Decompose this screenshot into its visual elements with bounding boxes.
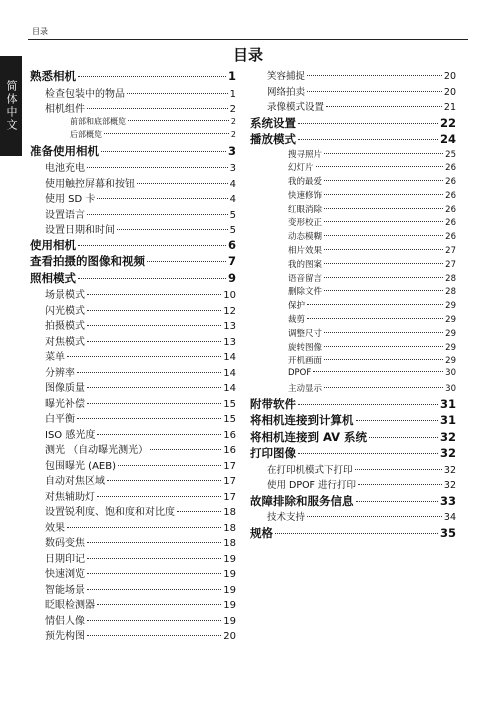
toc-entry-page: 18 [223,522,236,534]
toc-entry[interactable] [30,190,236,206]
toc-entry-page: 6 [227,237,236,252]
dot-leader [324,208,443,209]
toc-entry-title: 裁剪 [288,315,306,326]
dot-leader [78,278,226,279]
toc-entry[interactable] [30,565,236,581]
dot-leader [97,434,221,435]
toc-entry-page: 22 [439,115,456,130]
dot-leader [369,437,438,438]
toc-entry-page: 19 [223,615,236,627]
toc-entry-title: 语音留言 [288,273,323,284]
dot-leader [150,449,221,450]
toc-entry[interactable] [250,175,456,189]
toc-entry-title: 场景模式 [45,290,85,301]
dot-leader [87,387,221,388]
toc-entry-page: 3 [227,143,236,158]
toc-entry-title: 在打印机模式下打印 [267,464,353,476]
toc-entry[interactable] [30,348,236,364]
dot-leader [324,263,443,264]
dot-leader [324,290,443,291]
toc-entry-title: 技术支持 [267,512,306,524]
toc-entry[interactable] [250,216,456,230]
toc-entry-title: 网络拍卖 [267,86,306,98]
dot-leader [87,542,221,543]
toc-entry-page: 29 [445,301,456,312]
toc-entry-title: 自动对焦区域 [45,476,105,487]
toc-entry-title: 包围曝光 (AEB) [45,460,117,472]
dot-leader [177,511,221,512]
toc-entry[interactable] [30,503,236,519]
toc-chapter-entry[interactable] [30,237,236,254]
toc-entry-title: 打印图像 [250,446,296,461]
dot-leader [77,418,221,419]
toc-entry-page: 16 [223,429,236,441]
toc-entry-title: 规格 [250,525,273,540]
toc-entry-page: 9 [227,270,236,285]
toc-entry[interactable] [250,84,456,100]
language-tab: 简体中文 [0,56,22,156]
toc-entry-title: 我的图案 [288,259,323,270]
toc-entry-page: 10 [223,290,236,301]
toc-chapter-entry[interactable] [30,68,236,85]
toc-entry[interactable] [30,206,236,222]
toc-entry-page: 15 [223,398,236,410]
toc-entry[interactable] [30,159,236,175]
dot-leader [87,325,221,326]
dot-leader [118,465,221,466]
toc-entry[interactable] [250,230,456,244]
toc-entry-title: 情侣人像 [45,615,85,627]
toc-entry[interactable] [30,175,236,191]
toc-entry-title: 检查包装中的物品 [45,88,125,100]
toc-entry-page: 26 [445,177,456,188]
dot-leader [87,341,221,342]
toc-entry[interactable] [250,244,456,258]
toc-entry-title: 后部概览 [70,130,102,139]
toc-entry-title: 使用 SD 卡 [45,194,96,205]
dot-leader [313,371,443,372]
dot-leader [324,359,443,360]
dot-leader [355,469,442,470]
toc-entry[interactable] [30,488,236,504]
toc-entry[interactable] [30,534,236,550]
toc-entry-page: 20 [223,631,236,642]
toc-entry-page: 7 [227,254,236,268]
toc-entry-page: 13 [223,321,236,332]
toc-entry-page: 30 [445,384,456,395]
toc-entry-page: 14 [223,352,236,363]
toc-entry-page: 26 [445,190,456,201]
toc-entry-title: DPOF [288,368,312,379]
dot-leader [324,346,443,347]
toc-entry-title: 使用相机 [30,237,76,252]
toc-entry-page: 14 [223,367,236,379]
toc-entry-title: 附带软件 [250,396,296,411]
dot-leader [324,194,443,195]
toc-entry-page: 19 [223,600,236,611]
toc-entry[interactable] [30,612,236,628]
toc-chapter-entry[interactable] [250,412,456,429]
toc-entry-page: 32 [443,480,456,492]
toc-entry-page: 26 [445,204,456,215]
dot-leader [78,245,226,246]
toc-entry-title: 搜寻照片 [288,149,323,160]
dot-leader [307,75,442,76]
toc-entry-page: 30 [445,368,456,379]
toc-entry[interactable] [30,317,236,333]
toc-entry-title: 相片效果 [288,246,323,257]
toc-entry-page: 28 [445,287,456,298]
toc-entry[interactable] [250,189,456,203]
toc-entry-page: 32 [439,429,456,444]
dot-leader [324,387,443,388]
toc-entry[interactable] [30,116,236,130]
toc-entry[interactable] [30,472,236,488]
toc-entry[interactable] [250,341,456,355]
dot-leader [326,106,442,107]
toc-entry[interactable] [30,581,236,597]
toc-entry-title: 使用触控屏幕和按钮 [45,178,135,190]
toc-entry-title: 分辨率 [45,367,75,379]
dot-leader [117,229,228,230]
toc-entry-page: 26 [445,163,456,174]
toc-entry-page: 2 [230,116,236,126]
toc-entry-page: 4 [229,194,236,205]
toc-entry-page: 21 [443,102,456,113]
toc-entry-page: 14 [223,383,236,394]
toc-right-column [250,68,456,541]
toc-entry-title: 拍摄模式 [45,321,85,332]
toc-entry-page: 32 [439,446,456,461]
toc-entry[interactable] [30,550,236,566]
toc-entry-page: 31 [439,413,456,428]
running-header: 目录 [32,27,48,36]
toc-entry-page: 26 [445,218,456,229]
dot-leader [324,277,443,278]
dot-leader [356,420,438,421]
toc-entry-title: 测光 （自动曝光测光） [45,445,149,456]
dot-leader [324,332,443,333]
toc-entry-title: 设置日期和时间 [45,225,115,236]
toc-entry[interactable] [30,85,236,101]
dot-leader [324,153,443,154]
toc-entry-title: 日期印记 [45,553,85,565]
toc-entry-title: 效果 [45,522,65,534]
toc-entry-title: 对焦模式 [45,336,85,348]
toc-entry-title: 播放模式 [250,132,296,146]
dot-leader [87,620,221,621]
dot-leader [298,123,438,124]
toc-entry[interactable] [250,354,456,368]
dot-leader [137,183,228,184]
toc-entry-page: 2 [229,104,236,115]
toc-entry-title: 使用 DPOF 进行打印 [267,480,357,492]
dot-leader [87,558,221,559]
dot-leader [104,133,229,134]
toc-entry[interactable] [250,509,456,525]
toc-entry-title: 电池充电 [45,163,85,174]
toc-entry[interactable] [30,333,236,349]
dot-leader [87,310,221,311]
toc-entry[interactable] [250,148,456,162]
toc-entry-page: 34 [443,512,456,524]
toc-entry-title: 图像质量 [45,383,85,394]
toc-entry-page: 29 [445,315,456,326]
toc-entry[interactable] [250,161,456,175]
dot-leader [298,404,438,405]
toc-entry-page: 17 [223,460,236,472]
toc-chapter-entry[interactable] [30,270,236,287]
dot-leader [97,496,221,497]
toc-entry-title: 数码变焦 [45,538,85,549]
toc-entry[interactable] [250,477,456,493]
toc-entry-page: 27 [445,259,456,270]
toc-entry-page: 24 [439,132,456,146]
dot-leader [307,318,443,319]
toc-entry-page: 27 [445,246,456,257]
toc-entry[interactable] [250,299,456,313]
toc-entry-title: 开机画面 [288,356,323,367]
toc-entry[interactable] [30,221,236,237]
toc-entry[interactable] [30,364,236,380]
toc-entry-title: ISO 感光度 [45,429,96,441]
toc-entry-title: 删除文件 [288,287,323,298]
toc-entry-page: 18 [223,538,236,549]
toc-entry[interactable] [250,258,456,272]
toc-entry-page: 29 [445,342,456,353]
header-divider [28,39,468,40]
dot-leader [298,453,438,454]
toc-entry-title: 系统设置 [250,115,296,130]
dot-leader [87,403,221,404]
toc-chapter-entry[interactable] [250,131,456,148]
toc-entry-title: 设置锐利度、饱和度和对比度 [45,507,175,518]
toc-entry-title: 幻灯片 [288,163,314,174]
dot-leader [87,167,228,168]
toc-entry-title: 调整尺寸 [288,328,323,339]
dot-leader [87,635,221,636]
toc-entry-page: 19 [223,584,236,596]
toc-entry-page: 25 [445,149,456,160]
toc-entry-page: 18 [223,507,236,518]
dot-leader [127,93,228,94]
toc-entry-title: 对焦辅助灯 [45,491,95,503]
dot-leader [87,214,228,215]
dot-leader [324,249,443,250]
toc-entry[interactable] [30,519,236,535]
toc-entry[interactable] [30,457,236,473]
toc-entry-title: 照相模式 [30,270,76,285]
toc-entry-title: 菜单 [45,352,65,363]
toc-entry-page: 3 [229,163,236,174]
toc-entry-title: 我的最爱 [288,177,323,188]
toc-chapter-entry[interactable] [250,493,456,510]
toc-entry-title: 动态模糊 [288,232,323,243]
toc-entry-page: 2 [230,130,236,139]
toc-entry[interactable] [30,441,236,457]
toc-chapter-entry[interactable] [30,253,236,270]
toc-entry-title: 相机组件 [45,104,85,115]
dot-leader [358,484,442,485]
toc-entry[interactable] [30,100,236,116]
dot-leader [97,198,227,199]
toc-entry-page: 31 [439,396,456,411]
toc-entry-page: 35 [439,525,456,540]
toc-entry[interactable] [30,286,236,302]
toc-entry[interactable] [250,327,456,341]
toc-entry-title: 白平衡 [45,414,75,425]
dot-leader [107,480,221,481]
toc-entry-page: 1 [227,69,236,83]
toc-entry-page: 29 [445,356,456,367]
dot-leader [67,356,221,357]
dot-leader [298,139,438,140]
toc-entry-title: 将相机连接到 AV 系统 [250,429,368,444]
toc-entry[interactable] [30,410,236,426]
toc-entry-title: 设置语言 [45,209,85,221]
dot-leader [78,76,226,77]
toc-entry-title: 熟悉相机 [30,69,76,83]
toc-entry[interactable] [30,627,236,643]
toc-entry-title: 保护 [288,301,306,312]
toc-entry[interactable] [30,596,236,612]
dot-leader [128,120,229,121]
toc-entry[interactable] [250,203,456,217]
toc-entry[interactable] [250,462,456,478]
toc-entry-title: 快速浏览 [45,569,85,580]
dot-leader [101,151,226,152]
toc-entry[interactable] [30,426,236,442]
toc-chapter-entry[interactable] [30,143,236,160]
toc-entry-page: 26 [445,232,456,243]
toc-entry-title: 变形校正 [288,218,323,229]
toc-entry[interactable] [250,99,456,115]
toc-entry-title: 准备使用相机 [30,143,99,158]
toc-entry-page: 20 [443,71,456,82]
toc-chapter-entry[interactable] [250,525,456,542]
toc-chapter-entry[interactable] [250,115,456,132]
toc-entry-title: 前部和底部概览 [70,116,126,126]
toc-entry-page: 29 [445,328,456,339]
toc-entry-title: 眨眼检测器 [45,600,95,611]
toc-entry[interactable] [30,129,236,143]
toc-entry-title: 红眼消除 [288,204,323,215]
dot-leader [67,527,221,528]
toc-entry-page: 17 [223,491,236,503]
dot-leader [87,108,228,109]
toc-entry-page: 5 [229,209,236,221]
toc-entry-page: 4 [229,178,236,190]
toc-entry-page: 20 [443,86,456,98]
toc-entry[interactable] [250,272,456,286]
toc-entry-page: 13 [223,336,236,348]
toc-entry-title: 闪光模式 [45,305,85,317]
toc-entry-page: 19 [223,569,236,580]
toc-entry-title: 旋转图像 [288,342,323,353]
toc-entry-title: 笑容捕捉 [267,71,306,82]
toc-entry-title: 预先构图 [45,631,85,642]
toc-chapter-entry[interactable] [250,429,456,446]
toc-entry-page: 19 [223,553,236,565]
toc-entry-page: 1 [229,88,236,100]
toc-entry-title: 曝光补偿 [45,398,85,410]
dot-leader [87,573,221,574]
toc-entry[interactable] [30,395,236,411]
dot-leader [307,516,442,517]
dot-leader [356,501,438,502]
toc-entry[interactable] [30,302,236,318]
toc-entry[interactable] [250,368,456,382]
dot-leader [97,604,221,605]
dot-leader [324,221,443,222]
dot-leader [87,294,221,295]
dot-leader [147,261,226,262]
toc-entry[interactable] [250,382,456,396]
dot-leader [87,589,221,590]
toc-entry-title: 查看拍摄的图像和视频 [30,254,145,268]
toc-entry-page: 28 [445,273,456,284]
dot-leader [316,166,444,167]
toc-entry[interactable] [250,68,456,84]
toc-chapter-entry[interactable] [250,445,456,462]
toc-entry-title: 录像模式设置 [267,102,325,113]
toc-chapter-entry[interactable] [250,396,456,413]
toc-entry-title: 快速修饰 [288,190,323,201]
toc-entry[interactable] [250,313,456,327]
toc-entry-title: 将相机连接到计算机 [250,413,354,428]
dot-leader [307,304,443,305]
toc-entry-page: 17 [223,476,236,487]
toc-entry-page: 32 [443,464,456,476]
toc-entry-page: 12 [223,305,236,317]
toc-entry-page: 33 [439,493,456,508]
dot-leader [324,180,443,181]
dot-leader [77,372,221,373]
toc-entry[interactable] [250,285,456,299]
toc-entry-page: 15 [223,414,236,425]
dot-leader [307,91,442,92]
toc-entry-title: 故障排除和服务信息 [250,493,354,508]
page-title: 目录 [232,46,263,64]
toc-entry-title: 智能场景 [45,584,85,596]
dot-leader [275,533,438,534]
toc-entry-page: 5 [229,225,236,236]
toc-entry-title: 主动显示 [288,384,323,395]
toc-entry[interactable] [30,379,236,395]
toc-left-column [30,68,236,643]
toc-entry-page: 16 [223,445,236,456]
dot-leader [324,235,443,236]
